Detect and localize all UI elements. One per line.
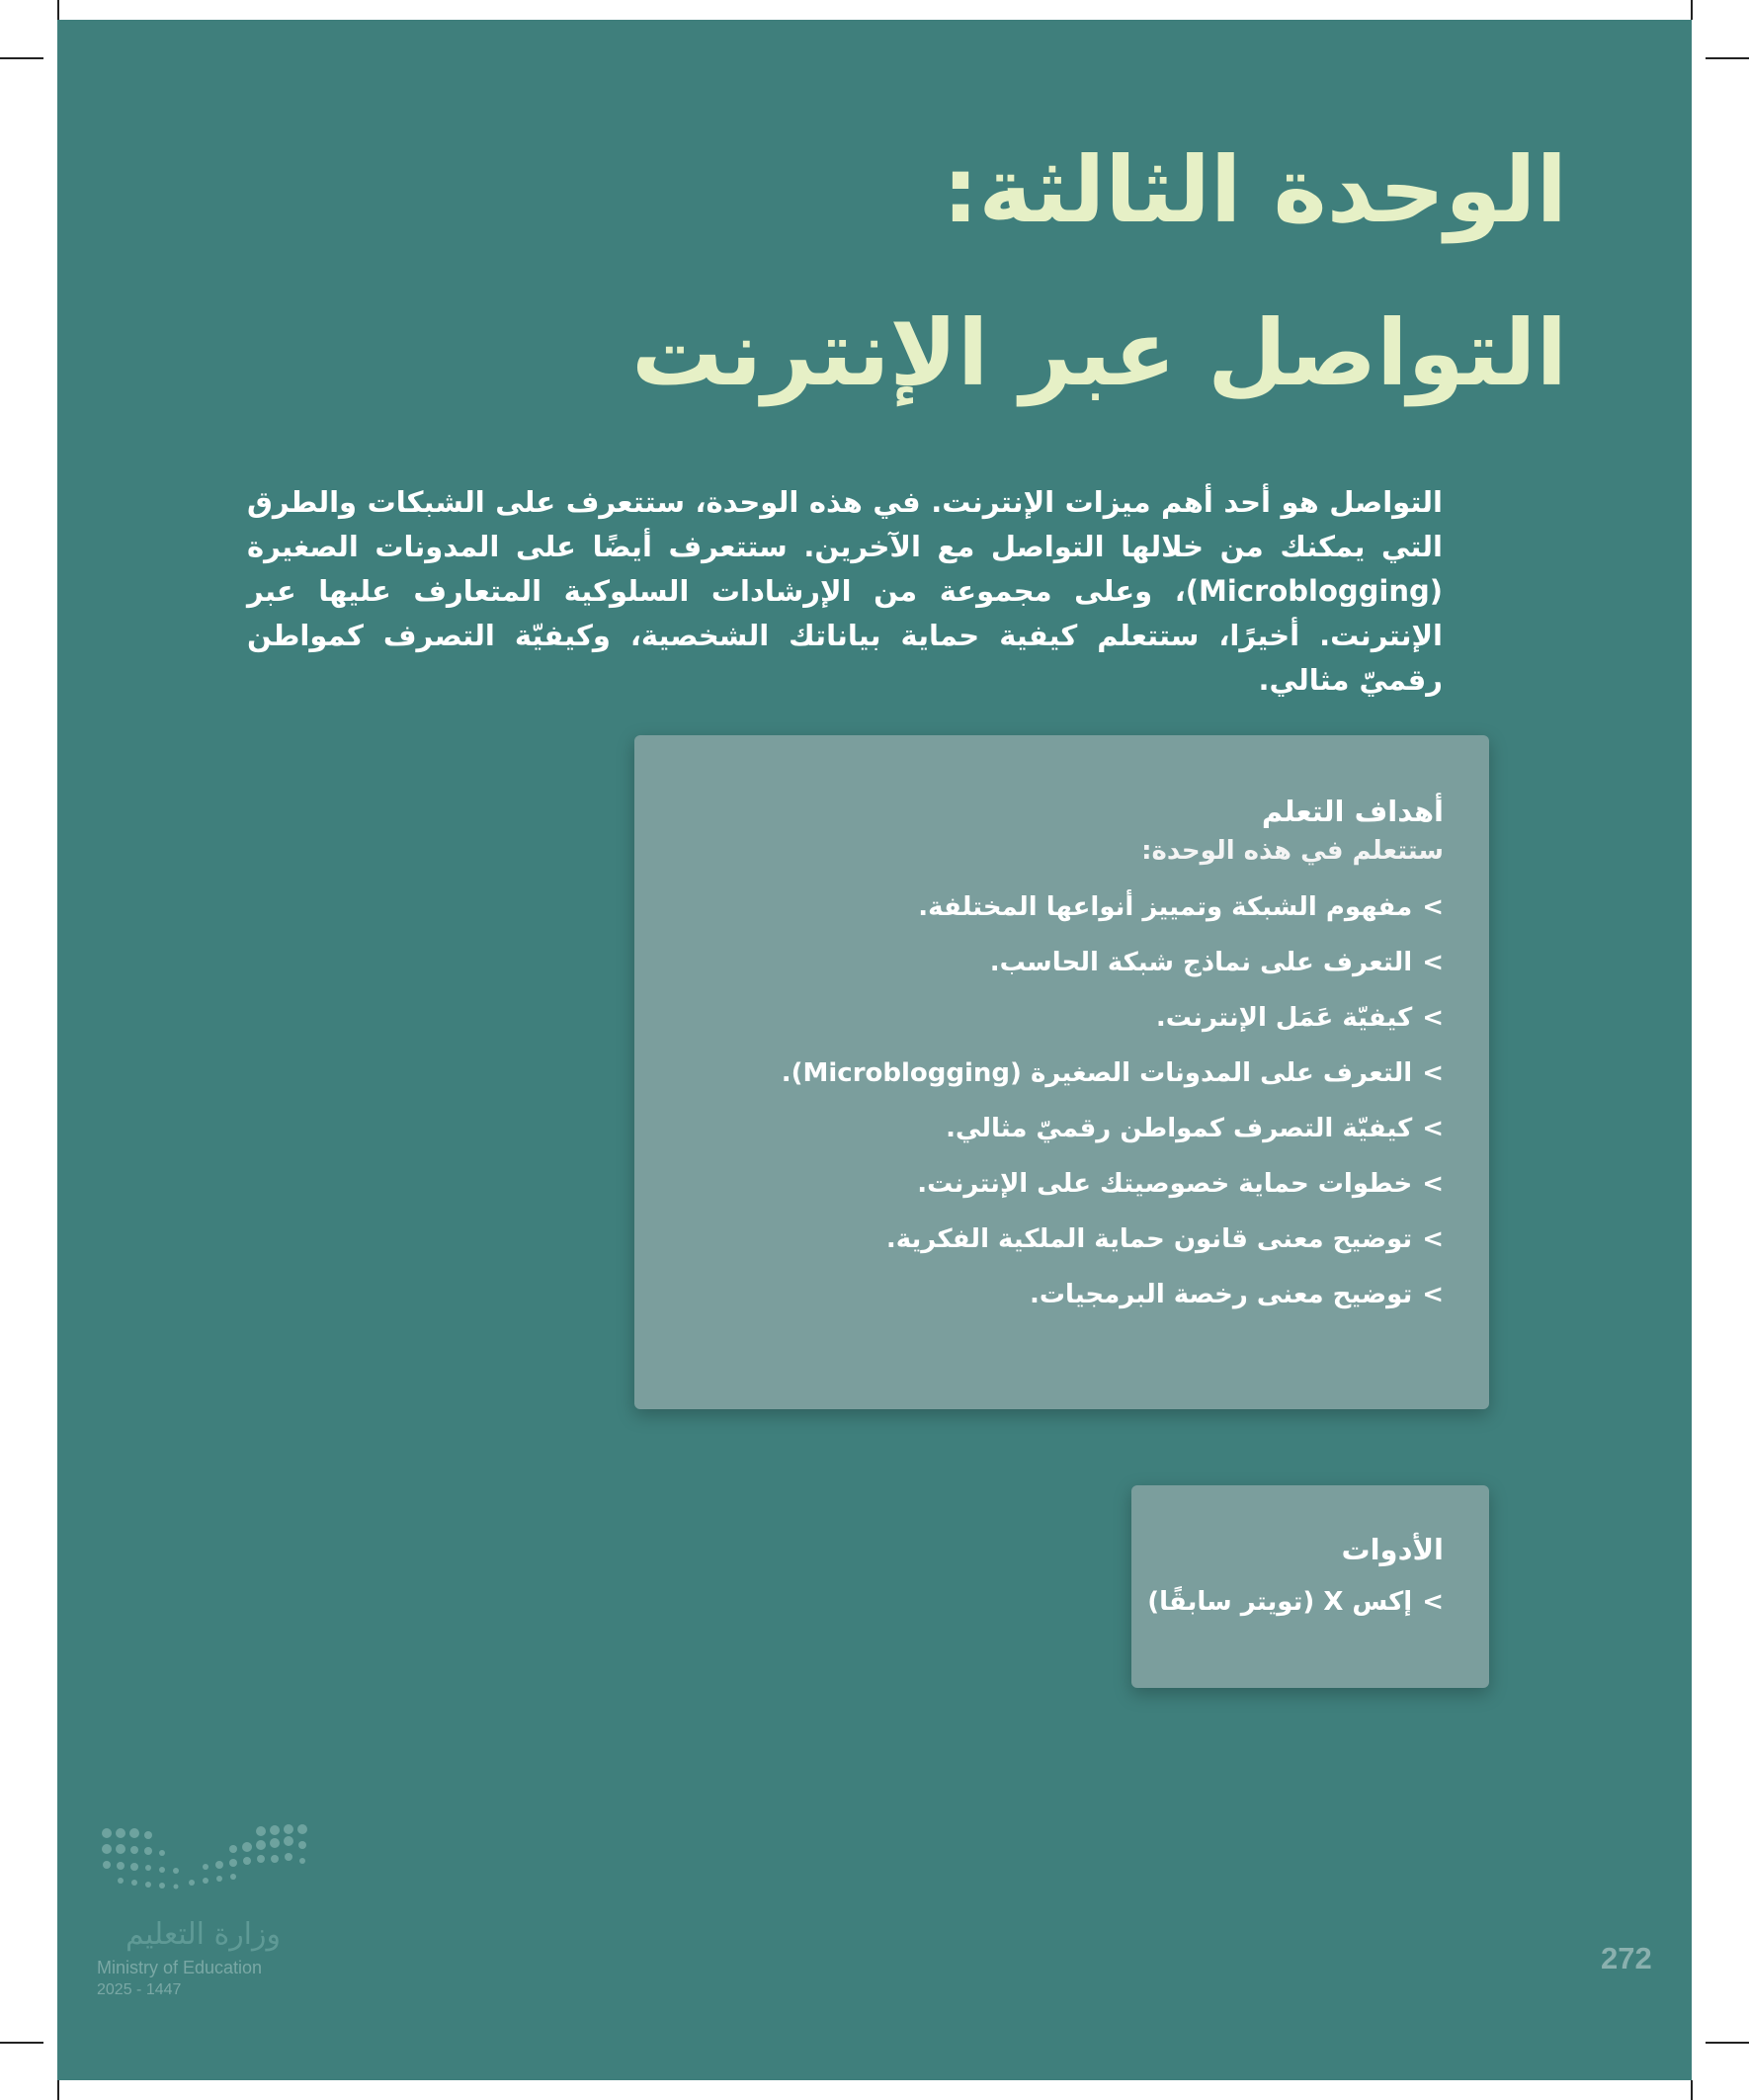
list-item-text: كيفيّة التصرف كمواطن رقميّ مثالي. [946,1114,1413,1143]
crop-mark-bottom-left-v [57,2080,59,2100]
crop-mark-top-right-v [1691,0,1693,20]
tools-content [1147,1533,1444,1630]
ministry-logo-dots-icon [97,1823,314,1912]
unit-subtitle: التواصل عبر الإنترنت [631,300,1567,406]
bullet-arrow-icon: > [1422,1114,1444,1143]
bullet-arrow-icon: > [1422,1058,1444,1088]
list-item [782,1212,1444,1267]
learning-goals-box [634,735,1489,1409]
list-item [782,1046,1444,1101]
list-item-text: توضيح معنى قانون حماية الملكية الفكرية. [885,1224,1413,1254]
learning-goals-title: أهداف التعلم [1261,795,1444,828]
tools-list [1147,1574,1444,1630]
list-item-text: خطوات حماية خصوصيتك على الإنترنت. [917,1169,1413,1199]
learning-goals-content [782,795,1444,1322]
bullet-arrow-icon: > [1422,1280,1444,1309]
crop-mark-top-right-h [1706,57,1749,59]
list-item-text: توضيح معنى رخصة البرمجيات. [1030,1280,1413,1309]
ministry-name-arabic: وزارة التعليم [125,1917,281,1952]
unit-title: الوحدة الثالثة: [942,137,1567,243]
intro-paragraph: التواصل هو أحد أهم ميزات الإنترنت. في هذه الوحدة، ستتعرف على الشبكات والطرق التي يمكنك من خلالها التواصل مع الآخرين. ستتعرف أيضًا على المدونات الصغيرة (Microblogging)، وعلى مجموعة من الإرشادات السلوكية المتعارف عليها عبر الإنترنت. أخيرًا، ستتعلم كيفية حماية بياناتك الشخصية، وكيفيّة التصرف كمواطن رقميّ مثالي. [247,485,1443,697]
bullet-arrow-icon: > [1422,948,1444,977]
list-item [782,990,1444,1046]
bullet-arrow-icon: > [1422,1169,1444,1199]
crop-mark-bottom-right-v [1691,2080,1693,2100]
bullet-arrow-icon: > [1422,1224,1444,1254]
ministry-logo [97,1823,324,2011]
page-number: 272 [1601,1941,1652,1975]
crop-mark-bottom-left-h [0,2042,43,2044]
bullet-arrow-icon: > [1422,1003,1444,1033]
list-item [782,880,1444,935]
list-item [782,1267,1444,1322]
crop-mark-top-left-h [0,57,43,59]
list-item-text: كيفيّة عَمَل الإنترنت. [1155,1003,1413,1033]
list-item [782,1156,1444,1212]
list-item-text: التعرف على المدونات الصغيرة (Microblogging). [781,1058,1413,1088]
learning-goals-list [782,880,1444,1322]
list-item-text: مفهوم الشبكة وتمييز أنواعها المختلفة. [918,892,1413,922]
tools-box [1131,1485,1489,1688]
crop-mark-top-left-v [57,0,59,20]
list-item-text: التعرف على نماذج شبكة الحاسب. [989,948,1413,977]
bullet-arrow-icon: > [1422,1587,1444,1617]
bullet-arrow-icon: > [1422,892,1444,922]
list-item [782,935,1444,990]
crop-mark-bottom-right-h [1706,2042,1749,2044]
edition-year: 2025 - 1447 [97,1981,182,1998]
list-item [782,1101,1444,1156]
learning-goals-intro: ستتعلم في هذه الوحدة: [1141,836,1444,866]
ministry-name-english: Ministry of Education [97,1958,263,1977]
list-item [1147,1574,1444,1630]
tools-title: الأدوات [1341,1533,1444,1566]
list-item-text: إكس X (تويتر سابقًا) [1147,1587,1413,1617]
